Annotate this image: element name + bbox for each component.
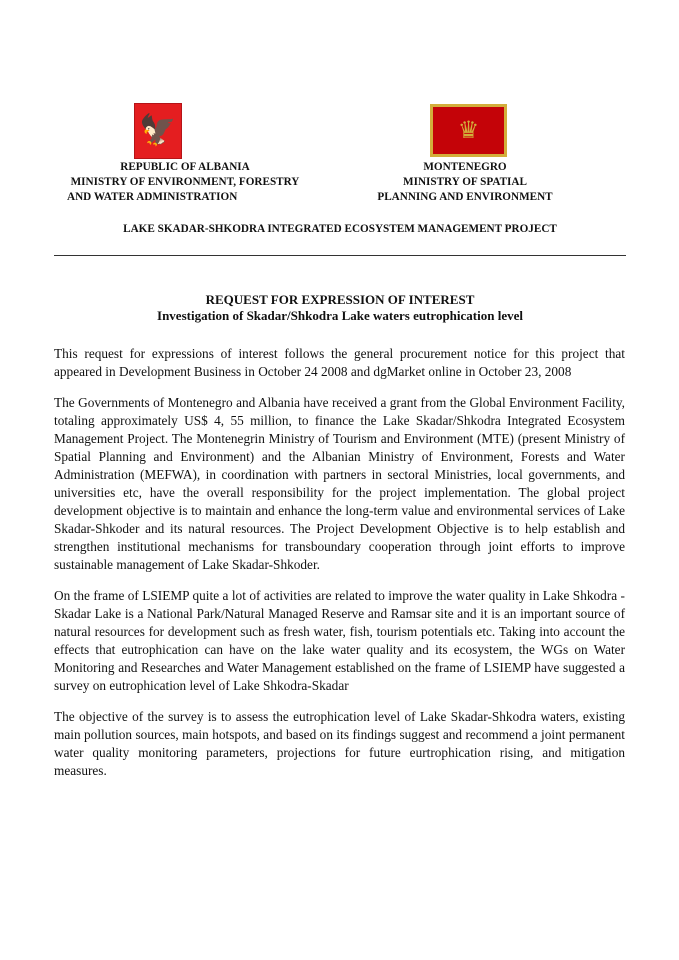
document-title	[54, 292, 626, 324]
project-name: LAKE SKADAR-SHKODRA INTEGRATED ECOSYSTEM MANAGEMENT PROJECT	[123, 223, 557, 235]
montenegro-country: MONTENEGRO	[423, 161, 507, 173]
paragraph: The Governments of Montenegro and Albania have received a grant from the Global Environment Facility, totaling approximately US$ 4, 55 million, to finance the Lake Skadar/Shkodra Integrated Ecosystem Management Project. The Montenegrin Ministry of Tourism and Environment (MTE) (present Ministry of Spatial Planning and Environment) and the Albanian Ministry of Environment, Forests and Water Administration (MEFWA), in coordination with partners in sectoral Ministries, local governments, and universities etc, have the overall responsibility for the project implementation. The global project development objective is to maintain and enhance the long-term value and environmental services of Lake Skadar-Shkoder and its natural resources. The Project Development Objective is to help establish and strengthen institutional mechanisms for transboundary cooperation through joint efforts to improve sustainable management of Lake Skadar-Shkoder.	[54, 395, 625, 572]
albania-country: REPUBLIC OF ALBANIA	[120, 161, 250, 173]
title-main: REQUEST FOR EXPRESSION OF INTEREST	[205, 292, 475, 307]
title-sub: Investigation of Skadar/Shkodra Lake waters eutrophication level	[157, 308, 523, 323]
montenegro-ministry-line1: MINISTRY OF SPATIAL	[403, 176, 527, 188]
document-body	[54, 345, 625, 793]
montenegro-flag	[430, 104, 507, 157]
albania-flag	[134, 103, 182, 159]
albania-ministry-header	[56, 160, 314, 205]
header-divider	[54, 255, 626, 256]
montenegro-ministry-line2: PLANNING AND ENVIRONMENT	[377, 191, 553, 203]
montenegro-ministry-header	[356, 160, 574, 205]
montenegrin-eagle-icon: ♛	[457, 117, 480, 144]
paragraph: On the frame of LSIEMP quite a lot of activities are related to improve the water quality in Lake Shkodra - Skadar Lake is a National Park/Natural Managed Reserve and Ramsar site and it is an important source of natural resources for development such as fresh water, fish, tourism potentials etc. Taking into account the effects that eutrophication can have on the lake water quality and its ecosystem, the WGs on Water Monitoring and Researches and Water Management established on the frame of LSIEMP have suggested a survey on eutrophication level of Lake Shkodra-Skadar	[54, 588, 625, 693]
paragraph: This request for expressions of interest follows the general procurement notice for this project that appeared in Development Business in October 24 2008 and dgMarket online in October 23, 2008	[54, 346, 625, 379]
paragraph: The objective of the survey is to assess the eutrophication level of Lake Skadar-Shkodra waters, existing main pollution sources, main hotspots, and based on its findings suggest and recommend a joint permanent water quality monitoring parameters, projections for future eurtrophication rising, and mitigation measures.	[54, 709, 625, 778]
albania-ministry-line2: AND WATER ADMINISTRATION	[67, 191, 238, 203]
albanian-eagle-icon: 🦅	[139, 114, 177, 147]
albania-ministry-line1: MINISTRY OF ENVIRONMENT, FORESTRY	[70, 176, 300, 188]
